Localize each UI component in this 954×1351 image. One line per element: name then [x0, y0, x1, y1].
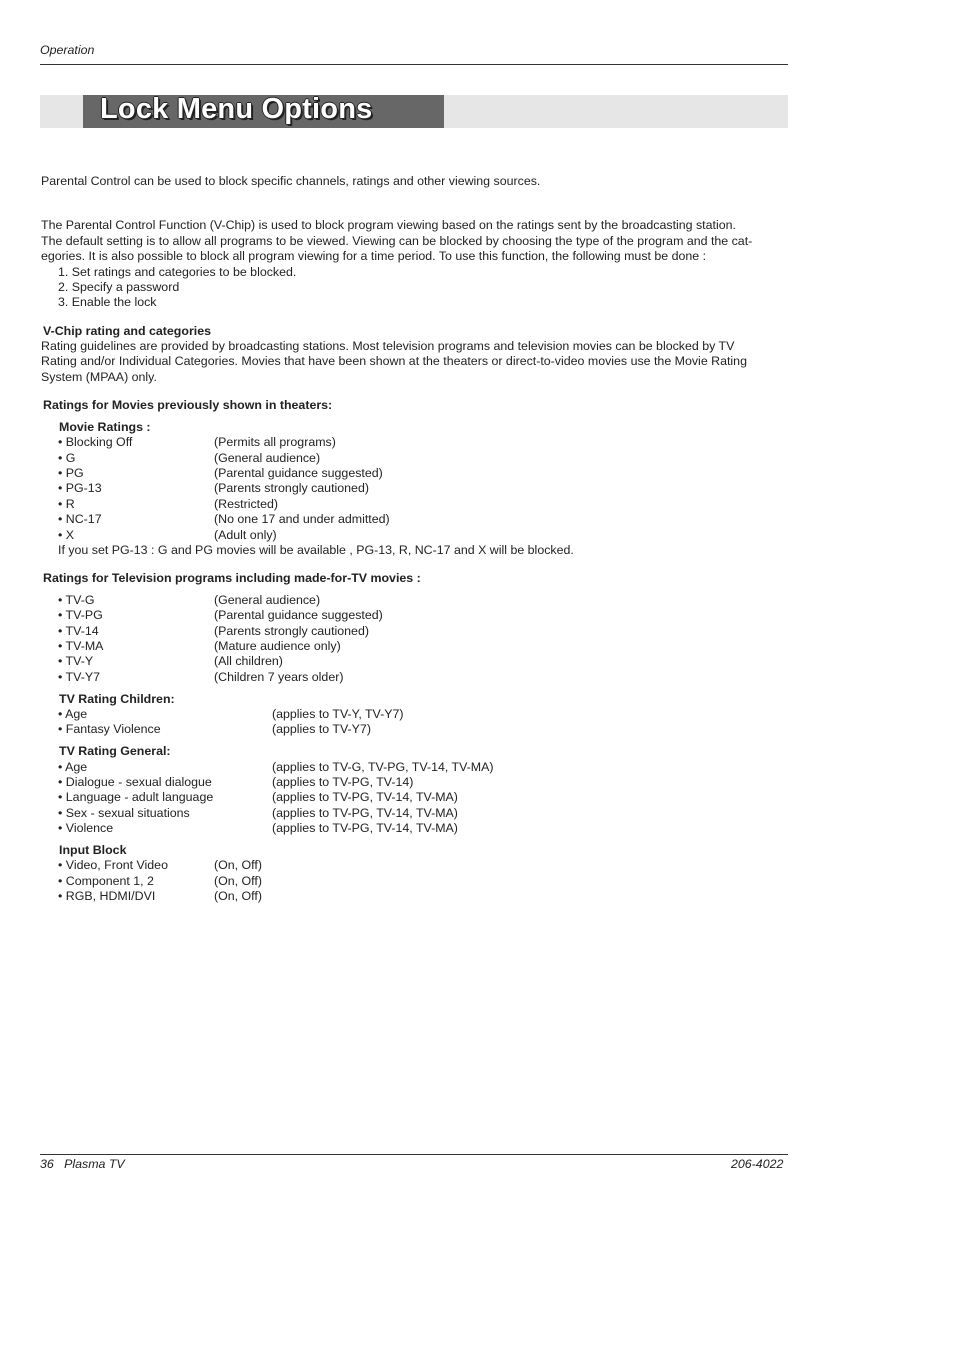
tv-children-desc: (applies to TV-Y, TV-Y7): [272, 707, 404, 721]
input-block-label: • Component 1, 2: [58, 874, 154, 888]
tv-general-label: • Sex - sexual situations: [58, 806, 190, 820]
tv-general-desc: (applies to TV-PG, TV-14, TV-MA): [272, 790, 458, 804]
vchip-rating-heading: V-Chip rating and categories: [43, 324, 211, 338]
step-item: 2. Specify a password: [58, 280, 180, 294]
tv-rating-label: • TV-Y: [58, 654, 94, 668]
movie-rating-label: • PG: [58, 466, 84, 480]
movie-rating-desc: (General audience): [214, 451, 321, 465]
step-item: 3. Enable the lock: [58, 295, 157, 309]
movie-rating-desc: (Parental guidance suggested): [214, 466, 383, 480]
vchip-para-line: The Parental Control Function (V-Chip) is used to block program viewing based on the ratings sent by the broadcasting station.: [41, 218, 736, 232]
vchip-rating-line: Rating guidelines are provided by broadcasting stations. Most television programs and television movies can be blocked by TV: [41, 339, 735, 353]
vchip-rating-line: System (MPAA) only.: [41, 370, 157, 384]
tv-rating-label: • TV-Y7: [58, 670, 100, 684]
tv-children-label: • Fantasy Violence: [58, 722, 161, 736]
tv-general-label: • Violence: [58, 821, 114, 835]
tv-general-desc: (applies to TV-PG, TV-14): [272, 775, 414, 789]
tv-general-desc: (applies to TV-PG, TV-14, TV-MA): [272, 821, 458, 835]
tv-rating-desc: (Children 7 years older): [214, 670, 344, 684]
tv-children-label: • Age: [58, 707, 88, 721]
tv-rating-label: • TV-MA: [58, 639, 104, 653]
tv-general-label: • Language - adult language: [58, 790, 214, 804]
header-divider: [40, 64, 788, 65]
step-item: 1. Set ratings and categories to be blocked.: [58, 265, 297, 279]
tv-general-desc: (applies to TV-G, TV-PG, TV-14, TV-MA): [272, 760, 494, 774]
movie-rating-label: • X: [58, 528, 75, 542]
tv-rating-desc: (General audience): [214, 593, 321, 607]
tv-rating-desc: (Mature audience only): [214, 639, 341, 653]
movie-rating-label: • Blocking Off: [58, 435, 133, 449]
page-title: Lock Menu Options: [100, 93, 373, 125]
movie-rating-label: • PG-13: [58, 481, 102, 495]
movie-rating-note: If you set PG-13 : G and PG movies will be available , PG-13, R, NC-17 and X will be blocked.: [58, 543, 574, 557]
input-block-heading: Input Block: [59, 843, 127, 857]
movie-rating-desc: (Permits all programs): [214, 435, 336, 449]
movie-rating-label: • NC-17: [58, 512, 102, 526]
tv-rating-desc: (All children): [214, 654, 283, 668]
tv-rating-desc: (Parents strongly cautioned): [214, 624, 369, 638]
vchip-rating-line: Rating and/or Individual Categories. Movies that have been shown at the theaters or direct-to-video movies use the Movie Rating: [41, 354, 747, 368]
tv-children-heading: TV Rating Children:: [59, 692, 175, 706]
movie-rating-desc: (Restricted): [214, 497, 279, 511]
input-block-label: • Video, Front Video: [58, 858, 168, 872]
tv-general-heading: TV Rating General:: [59, 744, 171, 758]
input-block-desc: (On, Off): [214, 889, 262, 903]
input-block-desc: (On, Off): [214, 874, 262, 888]
tv-rating-label: • TV-PG: [58, 608, 103, 622]
movie-rating-desc: (Adult only): [214, 528, 277, 542]
tv-general-label: • Age: [58, 760, 88, 774]
intro-text: Parental Control can be used to block specific channels, ratings and other viewing sources.: [41, 174, 541, 188]
movie-rating-label: • R: [58, 497, 75, 511]
footer-page-label: 36 Plasma TV: [40, 1157, 125, 1171]
tv-rating-desc: (Parental guidance suggested): [214, 608, 383, 622]
movie-rating-desc: (No one 17 and under admitted): [214, 512, 390, 526]
section-label: Operation: [40, 43, 95, 57]
tv-general-desc: (applies to TV-PG, TV-14, TV-MA): [272, 806, 458, 820]
tv-children-desc: (applies to TV-Y7): [272, 722, 371, 736]
movie-rating-desc: (Parents strongly cautioned): [214, 481, 369, 495]
movies-heading: Ratings for Movies previously shown in theaters:: [43, 398, 333, 412]
tv-rating-label: • TV-14: [58, 624, 99, 638]
footer-doc-number: 206-4022: [731, 1157, 784, 1171]
movie-ratings-subheading: Movie Ratings :: [59, 420, 151, 434]
tv-heading: Ratings for Television programs including made-for-TV movies :: [43, 571, 421, 585]
vchip-para-line: The default setting is to allow all programs to be viewed. Viewing can be blocked by choosing the type of the program and the cat-: [41, 234, 753, 248]
tv-general-label: • Dialogue - sexual dialogue: [58, 775, 212, 789]
input-block-label: • RGB, HDMI/DVI: [58, 889, 156, 903]
input-block-desc: (On, Off): [214, 858, 262, 872]
vchip-para-line: egories. It is also possible to block all program viewing for a time period. To use this function, the following must be done :: [41, 249, 707, 263]
movie-rating-label: • G: [58, 451, 76, 465]
tv-rating-label: • TV-G: [58, 593, 95, 607]
footer-divider: [40, 1154, 788, 1155]
